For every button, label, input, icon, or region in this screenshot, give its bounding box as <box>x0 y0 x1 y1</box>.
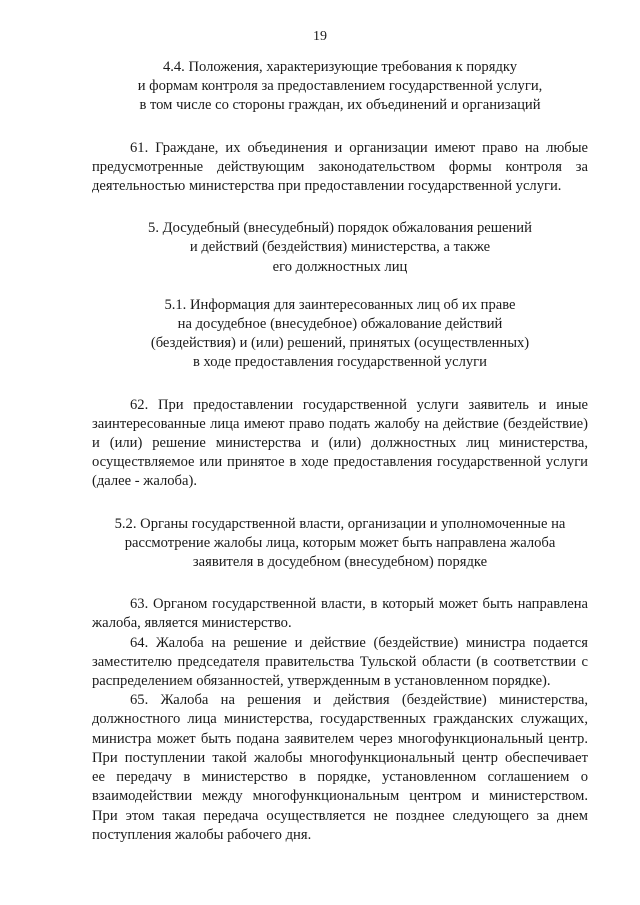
paragraph-line: поступления жалобы рабочего дня. <box>92 826 312 843</box>
paragraph-line: 61. Граждане, их объединения и организации имеют право на любые <box>130 139 588 156</box>
paragraph-65 <box>92 691 588 845</box>
paragraph-63 <box>92 595 588 633</box>
paragraph-61 <box>92 139 588 197</box>
heading-5-1 <box>92 296 588 373</box>
heading-line: рассмотрение жалобы лица, которым может быть направлена жалоба <box>124 534 556 551</box>
heading-5 <box>92 219 588 277</box>
heading-line: и формам контроля за предоставлением государственной услуги, <box>137 78 543 95</box>
paragraph-line: 63. Органом государственной власти, в который может быть направлена <box>130 596 588 613</box>
heading-4-4 <box>92 58 588 116</box>
heading-line: его должностных лиц <box>272 258 408 275</box>
heading-line: 5.1. Информация для заинтересованных лиц об их праве <box>164 296 516 313</box>
heading-line: 5. Досудебный (внесудебный) порядок обжалования решений <box>148 220 532 237</box>
heading-5-2 <box>92 515 588 573</box>
heading-line: заявителя в досудебном (внесудебном) порядке <box>192 554 488 571</box>
heading-line: 4.4. Положения, характеризующие требования к порядку <box>162 59 518 75</box>
paragraph-line: осуществляемое или принятое в ходе предоставления государственной услуги <box>92 454 588 471</box>
paragraph-line: заместителю председателя правительства Тульской области (в соответствии с <box>92 653 588 670</box>
document-body <box>92 58 588 845</box>
page-number: 19 <box>313 29 327 44</box>
paragraph-line: предусмотренные действующим законодательством формы контроля за <box>92 158 588 175</box>
paragraph-line: жалоба, является министерство. <box>92 615 292 632</box>
heading-line: 5.2. Органы государственной власти, организации и уполномоченные на <box>114 515 566 532</box>
paragraph-62 <box>92 396 588 492</box>
paragraph-line: (далее - жалоба). <box>92 473 197 490</box>
paragraph-line: 62. При предоставлении государственной услуги заявитель и иные <box>130 396 588 413</box>
heading-line: и действий (бездействия) министерства, а также <box>189 239 491 256</box>
paragraph-line: При этом такая передача осуществляется не позднее следующего за днем <box>92 807 588 824</box>
heading-line: в том числе со стороны граждан, их объединений и организаций <box>139 97 541 114</box>
paragraph-line: должностного лица министерства, государственных гражданских служащих, <box>92 711 588 728</box>
paragraph-line: распределением обязанностей, утвержденным в установленном порядке). <box>92 673 551 690</box>
paragraph-line: министра может быть подана заявителем через многофункциональный центр. <box>92 730 588 747</box>
paragraph-line: 64. Жалоба на решение и действие (бездействие) министра подается <box>130 634 588 651</box>
paragraph-line: 65. Жалоба на решения и действия (бездействие) министерства, <box>130 692 588 709</box>
paragraph-line: ее передачу в министерство в порядке, установленном соглашением о <box>92 769 588 786</box>
heading-line: на досудебное (внесудебное) обжалование действий <box>177 316 503 333</box>
paragraph-line: деятельностью министерства при предоставлении государственной услуги. <box>92 178 562 195</box>
heading-line: в ходе предоставления государственной услуги <box>193 354 487 371</box>
paragraph-line: и (или) решение министерства и (или) должностных лиц министерства, <box>92 435 588 452</box>
paragraph-line: взаимодействии между многофункциональным центром и министерством. <box>92 788 588 805</box>
heading-line: (бездействия) и (или) решений, принятых (осуществленных) <box>150 335 530 352</box>
paragraph-64 <box>92 634 588 692</box>
paragraph-line: заинтересованные лица имеют право подать жалобу на действие (бездействие) <box>92 415 588 432</box>
paragraph-line: При поступлении такой жалобы многофункциональный центр обеспечивает <box>92 749 588 766</box>
